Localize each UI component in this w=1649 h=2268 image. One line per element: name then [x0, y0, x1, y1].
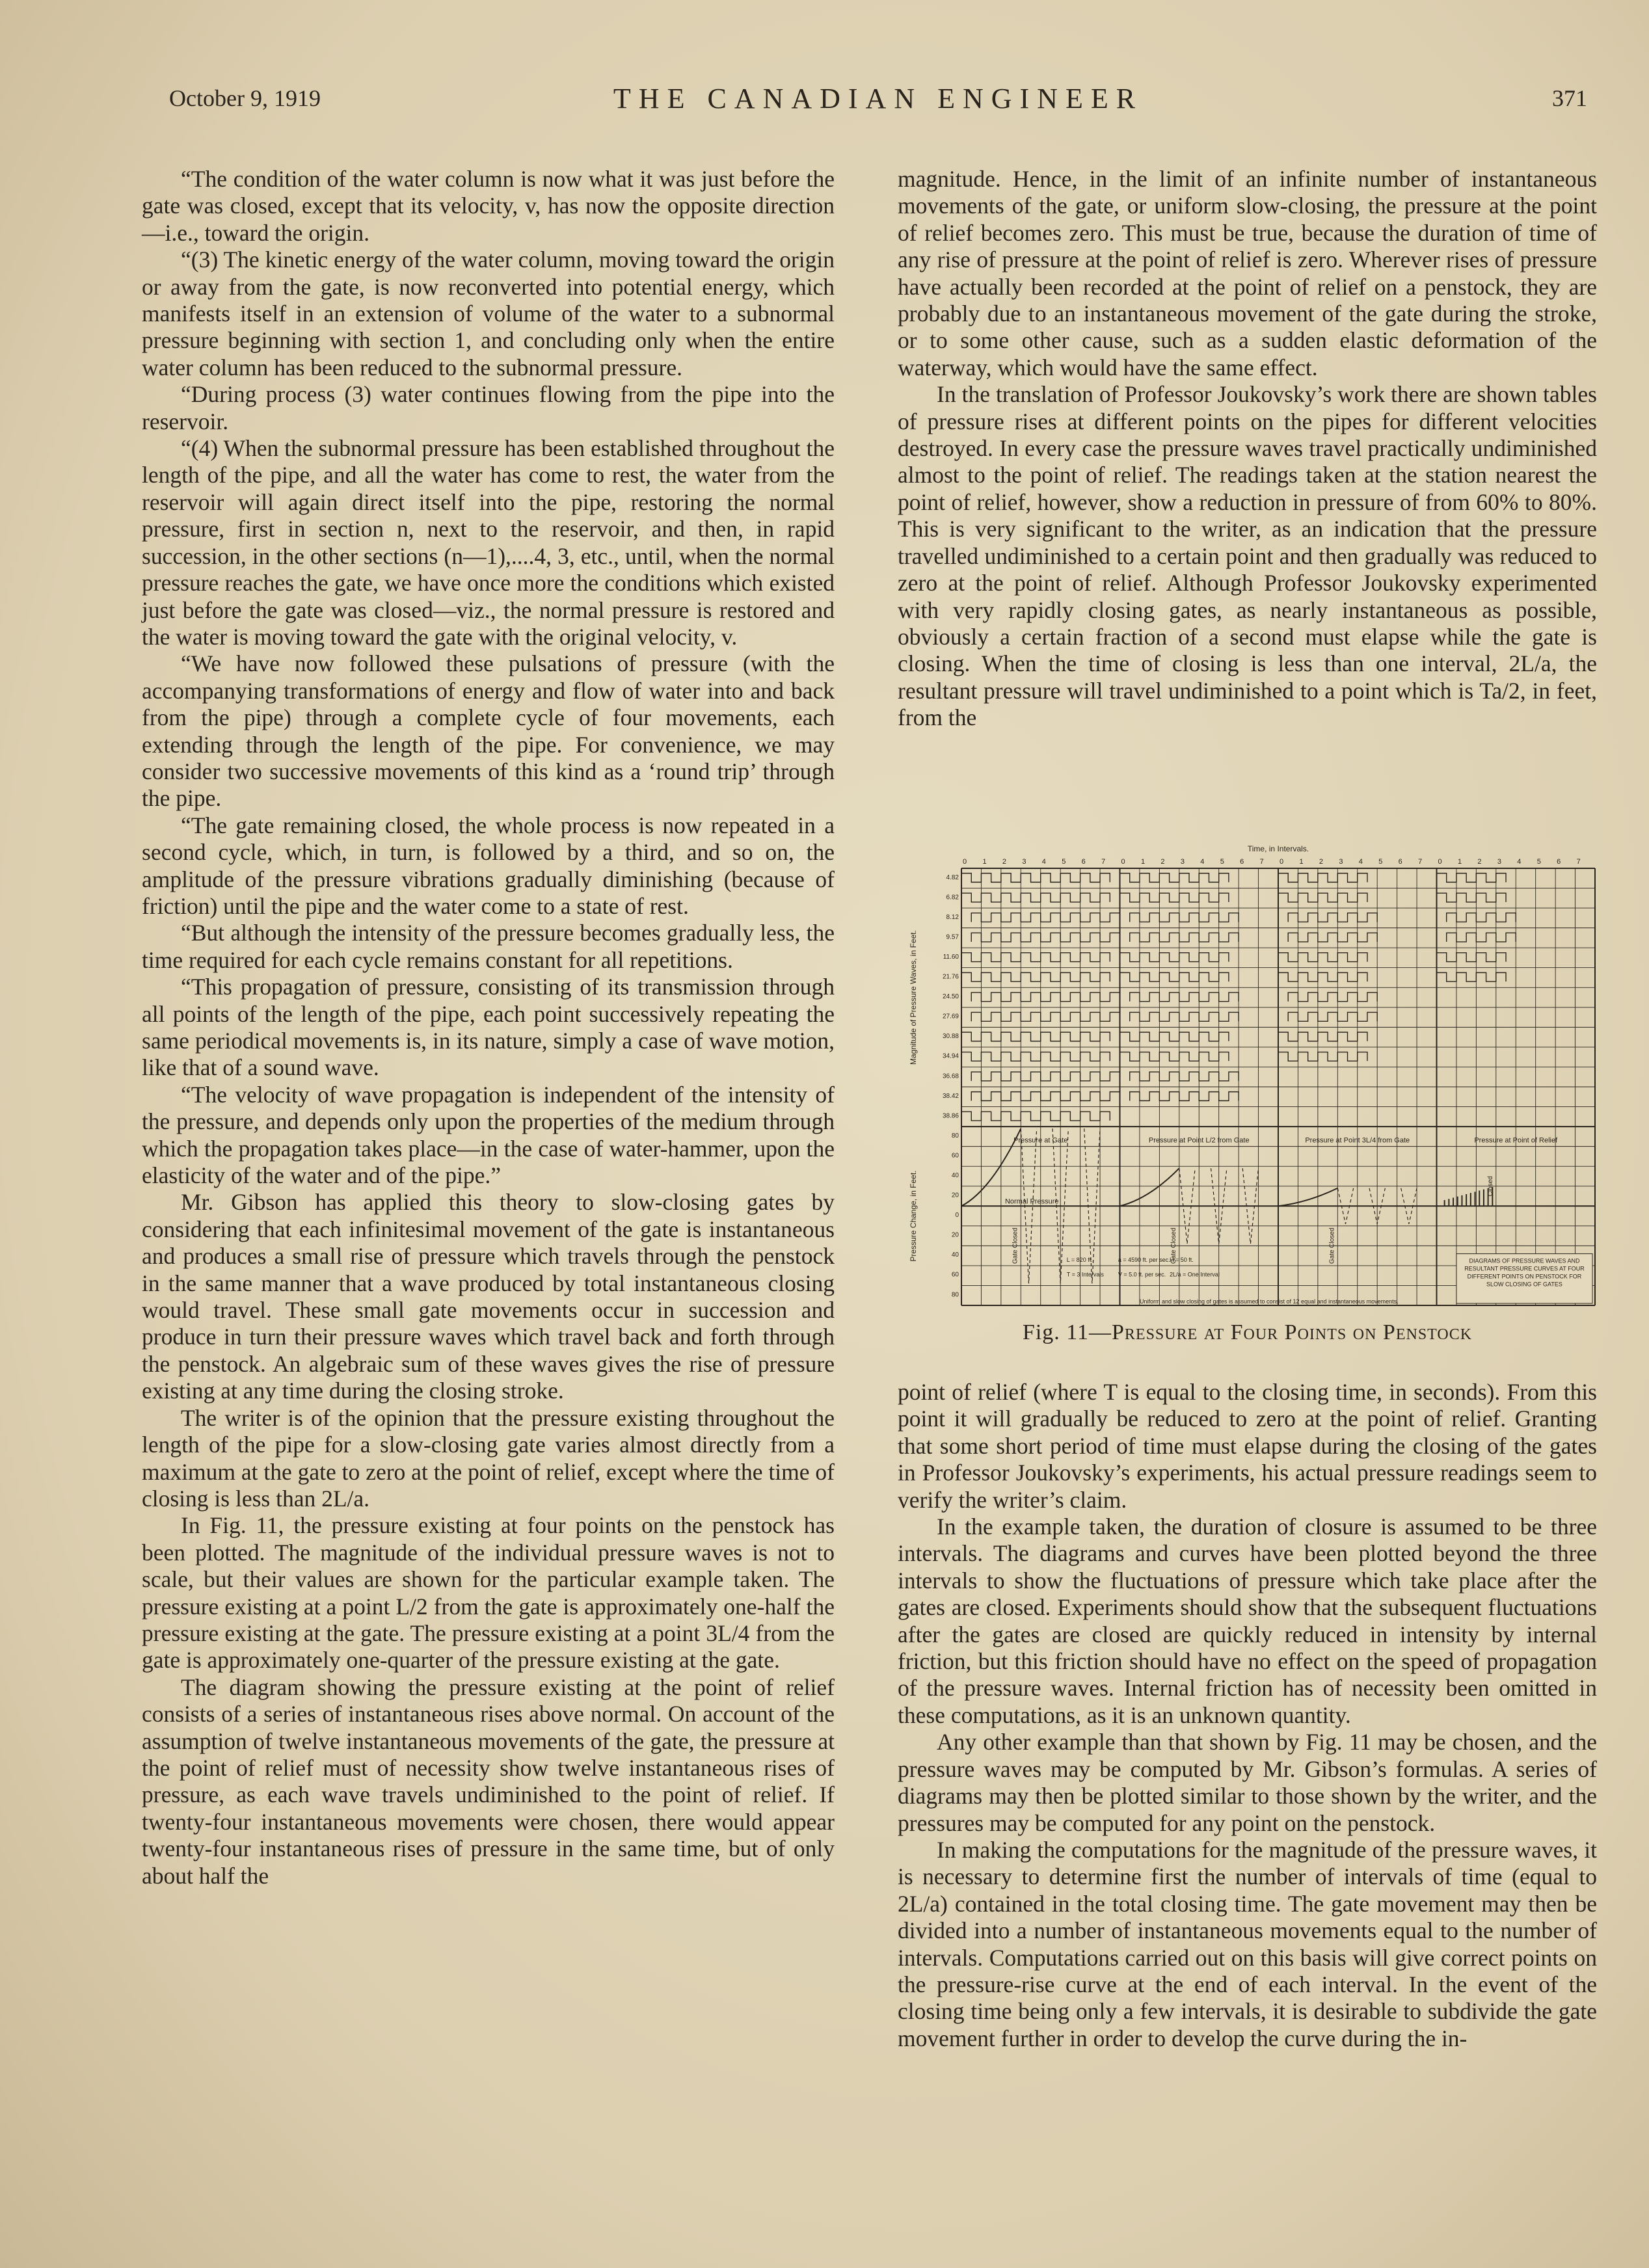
time-tick-label: 0 [1121, 858, 1125, 866]
time-tick-label: 2 [1160, 858, 1165, 866]
figure-caption [898, 1320, 1597, 1345]
time-tick-label: 1 [1140, 858, 1146, 866]
paragraph: The writer is of the opinion that the pressure existing throughout the length of the pipe for a slow-closing gate varies almost directly from a maximum at the gate to zero at the point of relief, except where the time of closing is less than 2L/a. [142, 1404, 835, 1512]
time-tick-label: 6 [1081, 858, 1086, 866]
legend-text: DIAGRAMS OF PRESSURE WAVES AND [1469, 1257, 1580, 1264]
time-tick-label: 0 [1438, 858, 1442, 866]
paragraph: “The velocity of wave propagation is independent of the intensity of the pressure, and depends only upon the properties of the medium through which the propagation takes place—in the case of water-hammer, upon the elasticity of the water and of the pipe.” [142, 1081, 835, 1189]
wave-magnitude-label: 9.57 [946, 933, 959, 941]
paragraph: Mr. Gibson has applied this theory to slow-closing gates by considering that each infinitesimal movement of the gate is instantaneous and produces a small rise of pressure which travels through the penstock in the same manner that a wave produced by total instantaneous closing would travel. These small gate movements occur in succession and produce in turn their pressure waves which travel back and forth through the penstock. An algebraic sum of these waves gives the rise of pressure existing at any time during the closing stroke. [142, 1189, 835, 1404]
pressure-wave [1437, 953, 1507, 962]
time-tick-label: 6 [1557, 858, 1561, 866]
diagram-note: H = 50 ft. [1170, 1256, 1194, 1263]
pressure-wave [1278, 1052, 1367, 1061]
time-tick-label: 0 [963, 858, 967, 866]
pressure-change-label: 80 [951, 1291, 959, 1299]
pressure-change-label: 20 [951, 1231, 959, 1239]
time-tick-label: 5 [1378, 858, 1383, 866]
time-tick-label: 1 [1299, 858, 1304, 866]
legend-text: RESULTANT PRESSURE CURVES AT FOUR [1464, 1265, 1585, 1272]
gate-closed-label: Gate Closed [1328, 1227, 1336, 1264]
pressure-wave [1278, 874, 1367, 883]
diagram-note: V = 5.0 ft. per sec. [1118, 1271, 1166, 1278]
time-tick-label: 5 [1536, 858, 1541, 866]
time-tick-label: 2 [1002, 858, 1006, 866]
pressure-wave [971, 993, 1119, 1002]
panel-label: Pressure at Point L/2 from Gate [1148, 1136, 1250, 1145]
normal-pressure-label: Normal Pressure [1004, 1197, 1059, 1206]
time-tick-label: 2 [1319, 858, 1323, 866]
time-tick-label: 4 [1041, 858, 1046, 866]
pressure-wave [1130, 933, 1239, 942]
pressure-wave [1447, 913, 1516, 922]
panel-label: Pressure at Gate [1013, 1136, 1068, 1145]
pressure-wave [961, 953, 1110, 962]
pressure-wave [961, 893, 1110, 902]
pressure-wave [1130, 1012, 1239, 1021]
pressure-wave [971, 1072, 1119, 1081]
time-axis-title: Time, in Intervals. [1247, 844, 1309, 853]
time-tick-label: 5 [1220, 858, 1224, 866]
pressure-wave [1278, 1032, 1367, 1041]
journal-title: THE CANADIAN ENGINEER [613, 83, 1144, 114]
time-tick-label: 4 [1517, 858, 1522, 866]
pressure-wave [1447, 933, 1516, 942]
paragraph: “The gate remaining closed, the whole process is now repeated in a second cycle, which, in turn, is followed by a third, and so on, the amplitude of the pressure vibrations gradually diminishing (because of friction) until the pipe and the water come to a state of rest. [142, 812, 835, 919]
pressure-wave [961, 1112, 1110, 1121]
time-tick-label: 1 [982, 858, 987, 866]
figure-11 [904, 842, 1600, 1311]
time-tick-label: 7 [1576, 858, 1581, 866]
pressure-wave [1437, 972, 1507, 981]
pressure-change-label: 20 [951, 1192, 959, 1199]
time-tick-label: 2 [1477, 858, 1482, 866]
wave-magnitude-label: 11.60 [943, 953, 959, 961]
diagram-note: Uniform and slow closing of gates is assumed to consist of 12 equal and instantaneous movements. [1139, 1298, 1399, 1305]
time-tick-label: 4 [1200, 858, 1205, 866]
pressure-wave [1130, 913, 1239, 922]
page-header [169, 85, 1587, 124]
time-tick-label: 0 [1280, 858, 1284, 866]
time-tick-label: 3 [1180, 858, 1185, 866]
time-tick-label: 3 [1497, 858, 1501, 866]
pressure-wave [971, 913, 1119, 922]
pressure-wave [1130, 1092, 1239, 1101]
pressure-wave [1278, 972, 1367, 981]
paragraph: “During process (3) water continues flowing from the pipe into the reservoir. [142, 381, 835, 434]
pressure-wave [971, 1012, 1119, 1021]
wave-magnitude-label: 6.82 [946, 894, 959, 901]
paragraph: Any other example than that shown by Fig. 11 may be chosen, and the pressure waves may be computed by Mr. Gibson’s formulas. A series of diagrams may then be plotted similar to those shown by the writer, and the pressures may be computed for any point on the penstock. [898, 1729, 1597, 1836]
paragraph: “(3) The kinetic energy of the water column, moving toward the origin or away from the gate, is now reconverted into potential energy, which manifests itself in an extension of volume of the water to a subnormal pressure beginning with section 1, and concluding only when the entire water column has been reduced to the subnormal pressure. [142, 247, 835, 380]
diagram-note: L = 820 ft. [1066, 1256, 1093, 1263]
wave-magnitude-label: 38.42 [942, 1092, 959, 1100]
pressure-change-label: 60 [951, 1152, 959, 1160]
paragraph: In the example taken, the duration of closure is assumed to be three intervals. The diagrams and curves have been plotted beyond the three intervals to show the fluctuations of pressure which take place after the gates are closed. Experiments should show that the subsequent fluctuations after the gates are closed are quickly reduced in intensity by internal friction, but this friction should have no effect on the speed of propagation of the pressure waves. Internal friction has of necessity been omitted in these computations, as it is an unknown quantity. [898, 1514, 1597, 1728]
pressure-wave [1120, 1032, 1229, 1041]
y-axis-lower-title: Pressure Change, in Feet. [909, 1170, 918, 1262]
issue-date: October 9, 1919 [169, 85, 321, 111]
legend-text: DIFFERENT POINTS ON PENSTOCK FOR [1467, 1273, 1582, 1280]
diagram-note: 2L/a = One Interval [1170, 1271, 1220, 1278]
wave-magnitude-label: 27.69 [942, 1013, 959, 1021]
paragraph: “This propagation of pressure, consisting of its transmission through all points of the length of the pipe, each point successively repeating the same periodical movements is, in its nature, simply a case of wave motion, like that of a sound wave. [142, 974, 835, 1081]
pressure-wave [1120, 972, 1229, 981]
caption-text: Pressure at Four Points on Penstock [1112, 1320, 1473, 1344]
pressure-wave [961, 1052, 1110, 1061]
pressure-wave [1288, 1012, 1377, 1021]
right-column-bottom [898, 1379, 1597, 2052]
pressure-wave [961, 874, 1110, 883]
paragraph: magnitude. Hence, in the limit of an infinite number of instantaneous movements of the gate, or uniform slow-closing, the pressure at the point of relief becomes zero. This must be true, because the duration of time of any rise of pressure at the point of relief is zero. Wherever rises of pressure have actually been recorded at the point of relief on a penstock, they are probably due to an instantaneous movement of the gate during the stroke, or to some other cause, such as a sudden elastic deformation of the waterway, which would have the same effect. [898, 166, 1597, 380]
wave-magnitude-label: 34.94 [942, 1052, 959, 1060]
right-column-top [898, 166, 1597, 732]
pressure-wave [1288, 913, 1377, 922]
left-column [142, 166, 835, 1889]
time-tick-label: 7 [1101, 858, 1106, 866]
wave-magnitude-label: 21.76 [942, 973, 959, 981]
wave-magnitude-label: 24.50 [942, 993, 959, 1001]
time-tick-label: 4 [1358, 858, 1363, 866]
paragraph: In making the computations for the magnitude of the pressure waves, it is necessary to determine first the number of intervals of time (equal to 2L/a) contained in the total closing time. The gate movement may then be divided into a number of instantaneous movements equal to the number of intervals. Computations carried out on this basis will give correct points on the pressure-rise curve at the end of each interval. In the event of the closing time being only a few intervals, it is desirable to subdivide the gate movement further in order to develop the curve during the in- [898, 1836, 1597, 2051]
pressure-wave [971, 933, 1119, 942]
pressure-wave [1130, 1072, 1239, 1081]
pressure-wave [1130, 993, 1239, 1002]
paragraph: “We have now followed these pulsations of pressure (with the accompanying transformations of energy and flow of water into and back from the pipe) through a complete cycle of four movements, each extending through the length of the pipe. For convenience, we may consider two successive movements of this kind as a ‘round trip’ through the pipe. [142, 650, 835, 812]
time-tick-label: 3 [1339, 858, 1343, 866]
time-tick-label: 6 [1398, 858, 1402, 866]
time-tick-label: 7 [1418, 858, 1423, 866]
wave-magnitude-label: 36.68 [942, 1073, 959, 1080]
pressure-wave [1120, 1052, 1229, 1061]
wave-magnitude-label: 38.86 [942, 1112, 959, 1120]
closed-label: Closed [1486, 1176, 1494, 1197]
pressure-wave [1288, 993, 1377, 1002]
y-axis-upper-title: Magnitude of Pressure Waves, in Feet. [909, 930, 918, 1065]
pressure-rise-curve [1120, 1168, 1179, 1206]
pressure-rise-curve [961, 1128, 1021, 1206]
pressure-wave [1278, 953, 1367, 962]
pressure-wave [1437, 893, 1507, 902]
pressure-wave [1120, 953, 1229, 962]
pressure-change-label: 80 [951, 1132, 959, 1140]
gate-closed-label: Gate Closed [1012, 1227, 1019, 1264]
pressure-wave [961, 1032, 1110, 1041]
panel-label: Pressure at Point 3L/4 from Gate [1305, 1136, 1410, 1145]
page-number: 371 [1552, 85, 1587, 111]
time-tick-label: 5 [1062, 858, 1066, 866]
pressure-change-label: 40 [951, 1251, 959, 1259]
pressure-change-label: 60 [951, 1271, 959, 1279]
time-tick-label: 7 [1259, 858, 1264, 866]
pressure-wave [1120, 874, 1229, 883]
pressure-wave [961, 972, 1110, 981]
time-tick-label: 3 [1022, 858, 1026, 866]
pressure-wave [1278, 893, 1367, 902]
paragraph: “The condition of the water column is now what it was just before the gate was closed, except that its velocity, v, has now the opposite direction—i.e., toward the origin. [142, 166, 835, 246]
time-tick-label: 6 [1240, 858, 1244, 866]
pressure-diagram [904, 842, 1600, 1311]
legend-text: SLOW CLOSING OF GATES [1486, 1281, 1562, 1288]
wave-magnitude-label: 30.88 [942, 1033, 959, 1041]
paragraph: In Fig. 11, the pressure existing at four points on the penstock has been plotted. The magnitude of the individual pressure waves is not to scale, but their values are shown for the particular example taken. The pressure existing at a point L/2 from the gate is approximately one-half the pressure existing at the gate. The pressure existing at a point 3L/4 from the gate is approximately one-quarter of the pressure existing at the gate. [142, 1512, 835, 1674]
paragraph: The diagram showing the pressure existing at the point of relief consists of a series of instantaneous rises above normal. On account of the assumption of twelve instantaneous movements of the gate, the pressure at the point of relief must of necessity show twelve instantaneous rises of pressure, as each wave travels undiminished to the point of relief. If twenty-four instantaneous movements were chosen, there would appear twenty-four instantaneous rises of pressure in the same time, but of only about half the [142, 1674, 835, 1889]
diagram-note: T = 3 Intervals [1066, 1271, 1104, 1278]
panel-label: Pressure at Point of Relief [1474, 1136, 1558, 1145]
pressure-rise-curve [1278, 1188, 1337, 1206]
pressure-change-label: 0 [955, 1212, 959, 1220]
wave-magnitude-label: 8.12 [946, 913, 959, 921]
pressure-wave [1120, 893, 1229, 902]
time-tick-label: 1 [1457, 858, 1462, 866]
caption-prefix: Fig. 11— [1022, 1320, 1112, 1344]
paragraph: point of relief (where T is equal to the closing time, in seconds). From this point it will gradually be reduced to zero at the point of relief. Granting that some short period of time must elapse during the closing of the gates in Professor Joukovsky’s experiments, his actual pressure readings seem to verify the writer’s claim. [898, 1379, 1597, 1513]
paragraph: In the translation of Professor Joukovsky’s work there are shown tables of pressure rises at different points on the pipes for different velocities destroyed. In every case the pressure waves travel practically undiminished almost to the point of relief. The readings taken at the station nearest the point of relief, however, show a reduction in pressure of from 60% to 80%. This is very significant to the writer, as an indication that the pressure travelled undiminished to a certain point and then gradually was reduced to zero at the point of relief. Although Professor Joukovsky experimented with very rapidly closing gates, as nearly instantaneous as possible, obviously a certain fraction of a second must elapse while the gate is closing. When the time of closing is less than one interval, 2L/a, the resultant pressure will travel undiminished to a point which is Ta/2, in feet, from the [898, 381, 1597, 731]
gate-closed-label: Gate Closed [1170, 1227, 1177, 1264]
diagram-note: a = 4590 ft. per sec. [1118, 1256, 1170, 1263]
pressure-change-label: 40 [951, 1171, 959, 1179]
paragraph: “(4) When the subnormal pressure has been established throughout the length of the pipe, and all the water has come to rest, the water from the reservoir will again direct itself into the pipe, restoring the normal pressure, first in section n, next to the reservoir, and then, in rapid succession, in the other sections (n—1),....4, 3, etc., until, when the normal pressure reaches the gate, we have once more the conditions which existed just before the gate was closed—viz., the normal pressure is restored and the water is moving toward the gate with the original velocity, v. [142, 435, 835, 650]
pressure-wave [1437, 874, 1507, 883]
wave-magnitude-label: 4.82 [946, 874, 959, 881]
pressure-wave [1288, 933, 1377, 942]
pressure-wave [971, 1092, 1119, 1101]
paragraph: “But although the intensity of the pressure becomes gradually less, the time required for each cycle remains constant for all repetitions. [142, 920, 835, 973]
